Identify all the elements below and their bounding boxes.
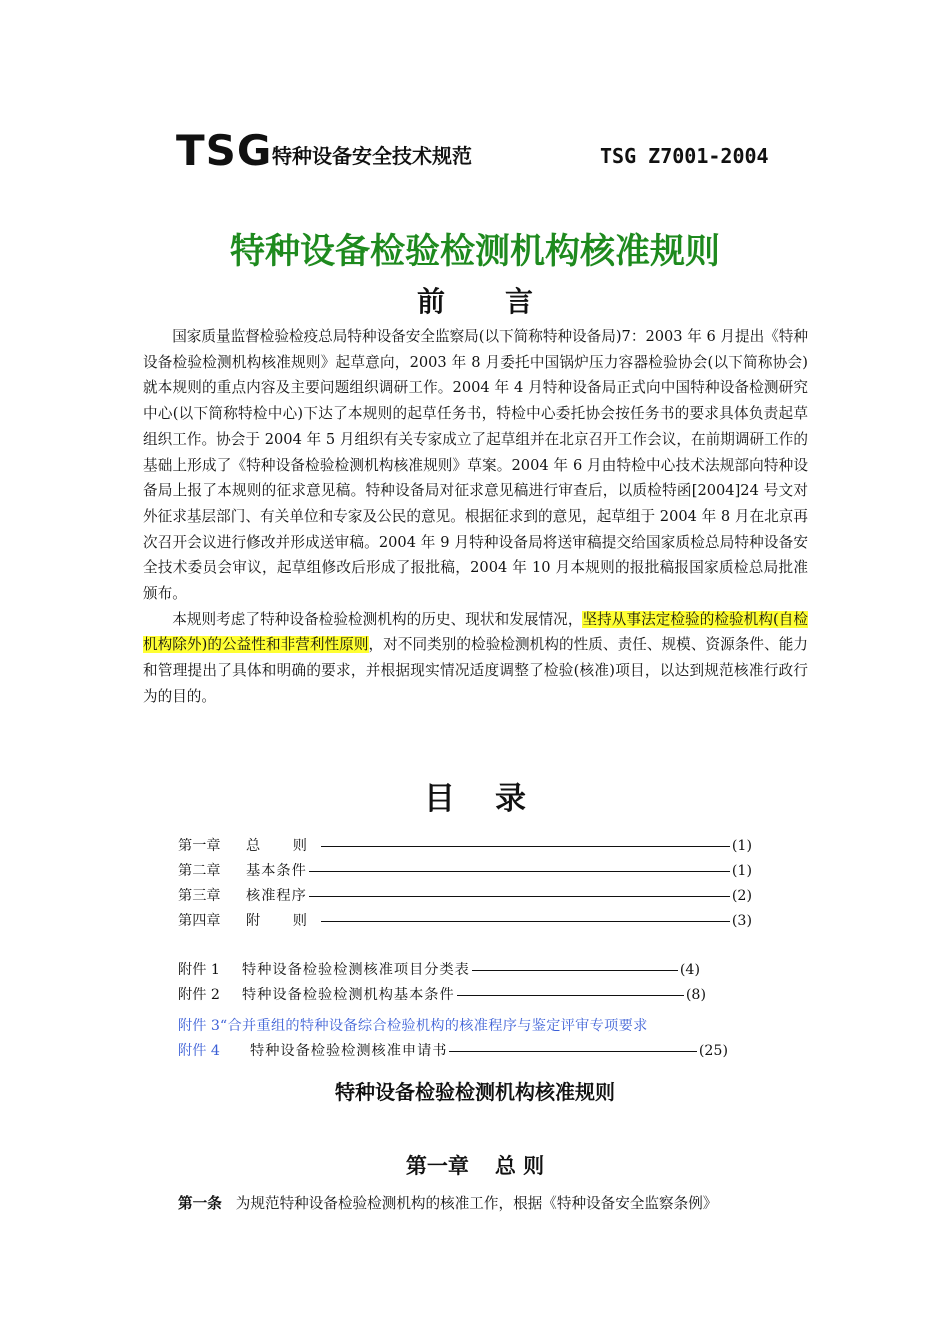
toc-page-number: (4) [679,962,700,978]
preface-paragraph-1: 国家质量监督检验检疫总局特种设备安全监察局(以下简称特种设备局)7：2003 年 6 月提出《特种设备检验检测机构核准规则》起草意向，2003 年 8 月委托中国锅炉压力容器检验协会(以下简称协会)就本规则的重点内容及主要问题组织调研工作。2004 年 4 月特种设备局正式向中国特种设备检测研究中心(以下简称特检中心)下达了本规则的起草任务书，特检中心委托协会按任务书的要求具体负责起草组织工作。协会于 2004 年 5 月组织有关专家成立了起草组并在北京召开工作会议，在前期调研工作的基础上形成了《特种设备检验检测机构核准规则》草案。2004 年 6 月由特检中心技术法规部向特种设备局上报了本规则的征求意见稿。特种设备局对征求意见稿进行审查后，以质检特函[2004]24 号文对外征求基层部门、有关单位和专家及公民的意见。根据征求到的意见，起草组于 2004 年 8 月在北京再次召开会议进行修改并形成送审稿。2004 年 9 月特种设备局将送审稿提交给国家质检总局特种设备安全技术委员会审议，起草组修改后形成了报批稿，2004 年 10 月本规则的报批稿报国家质检总局批准颁布。 [143,328,808,603]
toc-chapter-title: 基本条件 [246,863,307,879]
toc-chapter-number: 第四章 [178,913,221,929]
toc-page-number: (25) [698,1043,728,1059]
toc-leader-line [309,896,730,897]
toc-attachment-label: 附件 2 [178,987,220,1003]
toc-leader-line [472,970,678,971]
main-title: 特种设备检验检测机构核准规则 [229,232,720,272]
tsg-brand: TSG [176,126,273,175]
toc-chapter-4[interactable] [178,909,752,934]
toc-attachment-title: 特种设备检验检测核准申请书 [250,1043,448,1059]
article-number: 第一条 [178,1195,222,1212]
toc-leader-line [457,995,684,996]
toc-chapter-number: 第三章 [178,888,221,904]
chapter-one-heading [0,1150,950,1182]
toc-title: 目录 [424,781,566,817]
toc-leader-line [321,921,730,922]
toc-attachment-2[interactable] [178,983,752,1008]
toc-attachment-label: 附件 3 [178,1018,220,1034]
preface-paragraph-2-start: 本规则考虑了特种设备检验检测机构的历史、现状和发展情况， [172,610,583,628]
table-of-contents [178,834,752,1064]
toc-chapter-title: 总 则 [246,838,321,854]
toc-attachment-1[interactable] [178,958,752,983]
chapter-name: 总 则 [494,1154,545,1178]
standard-code: TSG Z7001-2004 [600,144,769,168]
toc-attachment-title: 特种设备检验检测机构基本条件 [242,987,455,1003]
article-1 [178,1192,818,1216]
toc-spacer [178,934,752,958]
toc-page-number: (3) [731,913,752,929]
chapter-label: 第一章 [405,1154,469,1178]
preface-paragraph-2-end: ，对不同类别的检验检测机构的性质、责任、规模、资源条件、能力和管理提出了具体和明确的要求，并根据现实情况适度调整了检验(核准)项目，以达到规范核准行政行为的目的。 [143,636,808,705]
document-header [176,126,776,176]
preface-body [143,324,808,710]
toc-chapter-number: 第一章 [178,838,221,854]
series-name: 特种设备安全技术规范 [272,144,472,168]
toc-leader-line [321,846,730,847]
toc-page-number: (1) [731,863,752,879]
toc-chapter-title: 核准程序 [246,888,307,904]
toc-page-number: (1) [731,838,752,854]
highlighted-principle: 坚持从事法定检验的检验机构(自检机构除外)的公益性和非营利性原则 [143,610,808,654]
toc-attachment-label: 附件 4 [178,1043,220,1059]
toc-leader-line [449,1051,696,1052]
toc-attachment-3[interactable] [178,1014,752,1039]
rules-subtitle: 特种设备检验检测机构核准规则 [335,1080,615,1104]
toc-attachment-title: “合并重组的特种设备综合检验机构的核准程序与鉴定评审专项要求 [219,1018,648,1034]
toc-attachment-title: 特种设备检验检测核准项目分类表 [242,962,470,978]
toc-chapter-number: 第二章 [178,863,221,879]
toc-leader-line [309,871,730,872]
preface-paragraph-2 [143,607,808,710]
toc-attachment-label: 附件 1 [178,962,220,978]
article-text: 为规范特种设备检验检测机构的核准工作，根据《特种设备安全监察条例》 [235,1195,718,1212]
toc-attachment-4[interactable] [178,1039,752,1064]
toc-chapter-1[interactable] [178,834,752,859]
toc-chapter-2[interactable] [178,859,752,884]
toc-page-number: (8) [685,987,706,1003]
toc-page-number: (2) [731,888,752,904]
toc-chapter-3[interactable] [178,884,752,909]
preface-title: 前言 [416,285,593,318]
toc-chapter-title: 附 则 [246,913,321,929]
